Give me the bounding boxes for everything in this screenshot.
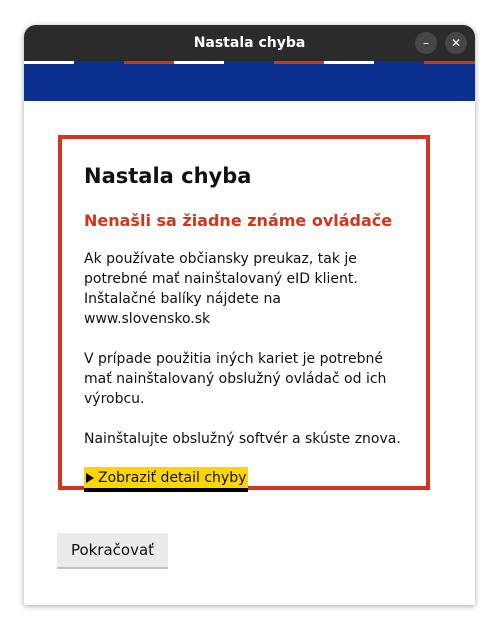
close-button[interactable]: ✕ bbox=[445, 32, 467, 54]
title-bar[interactable] bbox=[24, 25, 475, 61]
header-banner bbox=[24, 61, 475, 101]
show-error-detail-label: Zobraziť detail chyby bbox=[98, 470, 247, 486]
error-subtitle: Nenašli sa žiadne známe ovládače bbox=[84, 211, 393, 230]
continue-button[interactable]: Pokračovať bbox=[57, 533, 168, 569]
expand-triangle-icon bbox=[86, 473, 94, 483]
error-paragraph-install: Nainštalujte obslužný softvér a skúste znova. bbox=[84, 431, 401, 447]
banner-stripe bbox=[124, 61, 174, 64]
dialog-window bbox=[24, 25, 475, 605]
error-paragraph-other-cards: V prípade použitia iných kariet je potrebné mať nainštalovaný obslužný ovládač od ich výrobcu. bbox=[84, 351, 387, 407]
error-panel bbox=[58, 135, 430, 490]
minimize-button[interactable]: – bbox=[415, 32, 437, 54]
banner-stripe bbox=[424, 61, 475, 64]
error-title: Nastala chyba bbox=[84, 164, 252, 188]
show-error-detail-link[interactable] bbox=[84, 467, 248, 492]
banner-stripe bbox=[174, 61, 224, 64]
banner-stripe bbox=[24, 61, 74, 64]
window-title: Nastala chyba bbox=[193, 35, 306, 51]
error-paragraph-eid: Ak používate občiansky preukaz, tak je potrebné mať nainštalovaný eID klient. Inštalačné balíky nájdete na www.slovensko.sk bbox=[84, 251, 358, 327]
banner-stripe bbox=[324, 61, 374, 64]
banner-stripe bbox=[274, 61, 324, 64]
